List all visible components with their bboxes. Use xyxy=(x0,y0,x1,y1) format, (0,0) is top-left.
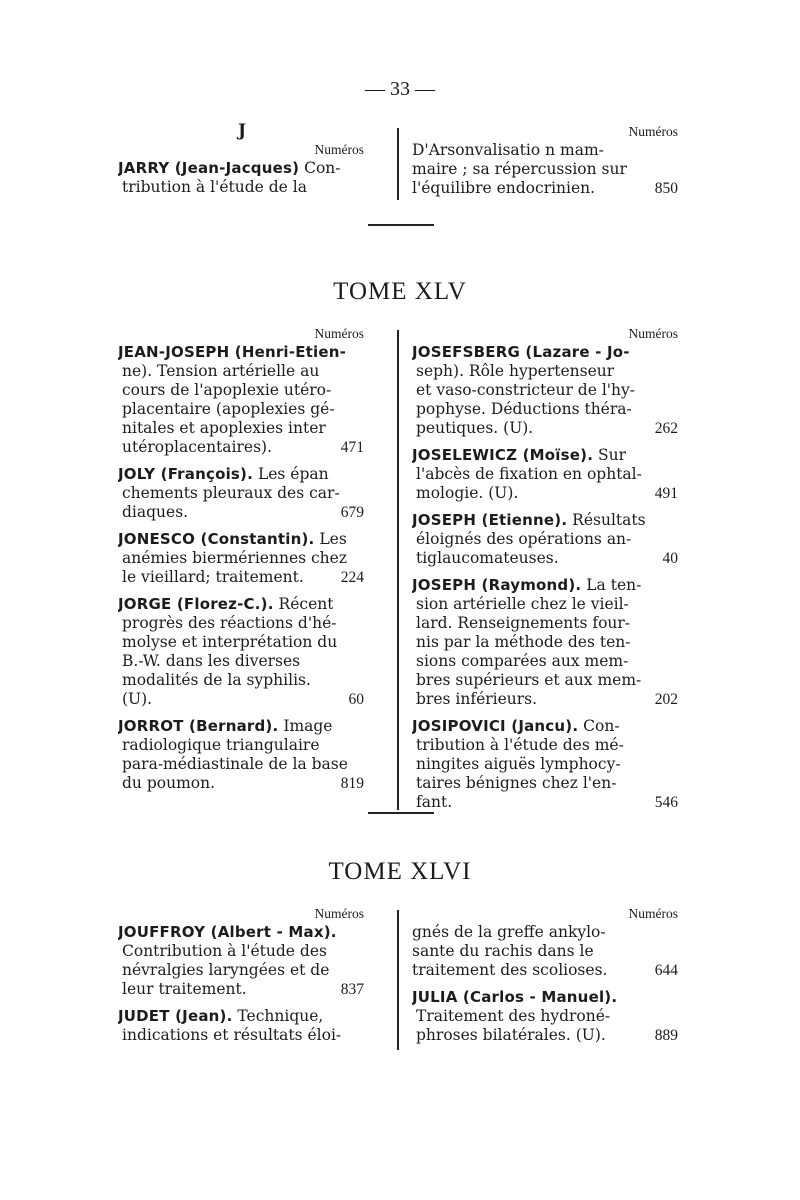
entry-text: gnés de la greffe ankylo- xyxy=(412,923,606,941)
entry-line xyxy=(118,961,364,980)
entry-number: 262 xyxy=(654,420,678,437)
entry-text: Traitement des hydroné- xyxy=(416,1007,611,1025)
tome46-left-column xyxy=(118,904,364,1053)
entry-name: JOUFFROY (Albert - Max). xyxy=(118,923,337,941)
entry-text: Con- xyxy=(583,717,620,735)
entry-text: D'Arsonvalisatio n mam- xyxy=(412,141,604,159)
entry-line xyxy=(412,530,678,549)
entry-line xyxy=(118,484,364,503)
index-entry xyxy=(118,159,364,197)
entry-text: l'équilibre endocrinien. xyxy=(412,179,596,197)
entry-text: Sur xyxy=(598,446,627,464)
entry-number: 679 xyxy=(340,504,364,521)
entry-text: taires bénignes chez l'en- xyxy=(416,774,617,792)
entry-first-line xyxy=(118,595,364,614)
entry-text: leur traitement. xyxy=(122,980,247,998)
entry-text: traitement des scolioses. xyxy=(412,961,608,979)
entry-name: JONESCO (Constantin). xyxy=(118,530,315,548)
entry-line xyxy=(412,923,678,942)
entry-line xyxy=(118,614,364,633)
tome45-right-column xyxy=(412,324,678,820)
entry-first-line xyxy=(118,530,364,549)
entry-text: B.-W. dans les diverses xyxy=(122,652,301,670)
entry-text: Récent xyxy=(278,595,334,613)
entry-text: Contribution à l'étude des xyxy=(122,942,327,960)
index-entry xyxy=(412,511,678,568)
entry-text: Les xyxy=(319,530,347,548)
top-left-column: J Numéros JARRY (Jean-Jacques) Con- tribution à l'étude de la xyxy=(118,121,364,196)
numeros-header: Numéros xyxy=(628,124,678,139)
entry-name: JOSEPH (Etienne). xyxy=(412,511,568,529)
entry-number: 644 xyxy=(654,962,678,979)
entry-line xyxy=(412,671,678,690)
entry-line xyxy=(118,438,364,457)
entry-text: sante du rachis dans le xyxy=(412,942,594,960)
entry-line xyxy=(118,755,364,774)
entry-number: 224 xyxy=(340,569,364,586)
entry-line xyxy=(412,793,678,812)
entry-line xyxy=(412,736,678,755)
entry-text: anémies biermériennes chez xyxy=(122,549,347,567)
entry-text: utéroplacentaires). xyxy=(122,438,273,456)
entry-first-line xyxy=(118,923,364,942)
entry-line xyxy=(118,503,364,522)
entry-text: sions comparées aux mem- xyxy=(416,652,629,670)
entry-line xyxy=(118,671,364,690)
entry-first-line xyxy=(412,343,678,362)
entry-line xyxy=(412,484,678,503)
entry-line xyxy=(118,400,364,419)
entry-line xyxy=(412,1026,678,1045)
column-divider xyxy=(397,330,399,810)
entry-line xyxy=(118,942,364,961)
entry-text: ningites aiguës lymphocy- xyxy=(416,755,621,773)
entry-text: le vieillard; traitement. xyxy=(122,568,304,586)
entry-number: 491 xyxy=(654,485,678,502)
entry-text: placentaire (apoplexies gé- xyxy=(122,400,335,418)
entry-number: 546 xyxy=(654,794,678,811)
tome-title: TOME XLVI xyxy=(328,858,472,885)
entry-line xyxy=(118,652,364,671)
entry-first-line xyxy=(118,717,364,736)
entry-text: mologie. (U). xyxy=(416,484,519,502)
entry-name: JUDET (Jean). xyxy=(118,1007,233,1025)
entry-line xyxy=(412,690,678,709)
entry-line xyxy=(412,652,678,671)
entry-number: 889 xyxy=(654,1027,678,1044)
entry-text: tiglaucomateuses. xyxy=(416,549,559,567)
entry-first-line xyxy=(412,511,678,530)
entry-name: JOSIPOVICI (Jancu). xyxy=(412,717,579,735)
entry-line xyxy=(118,736,364,755)
entry-line xyxy=(118,1026,364,1045)
entry-text: éloignés des opérations an- xyxy=(416,530,632,548)
entry-line xyxy=(118,362,364,381)
entry-number: 837 xyxy=(340,981,364,998)
entry-text: névralgies laryngées et de xyxy=(122,961,330,979)
entry-name: JOSEPH (Raymond). xyxy=(412,576,582,594)
entry-line xyxy=(412,400,678,419)
entry-line xyxy=(412,381,678,400)
entry-text: Résultats xyxy=(572,511,646,529)
entry-text: radiologique triangulaire xyxy=(122,736,320,754)
column-divider xyxy=(397,910,399,1050)
entry-text: ne). Tension artérielle au xyxy=(122,362,320,380)
entry-text: diaques. xyxy=(122,503,189,521)
index-entry xyxy=(118,595,364,709)
entry-line xyxy=(118,568,364,587)
index-entry xyxy=(118,923,364,999)
entry-line xyxy=(412,774,678,793)
entry-first-line xyxy=(412,446,678,465)
tome46-right-column xyxy=(412,904,678,1053)
index-entry xyxy=(118,1007,364,1045)
page-number: — 33 — xyxy=(365,78,435,100)
numeros-header: Numéros xyxy=(314,142,364,157)
entry-first-line xyxy=(118,1007,364,1026)
numeros-header: Numéros xyxy=(314,326,364,341)
entry-line xyxy=(118,690,364,709)
entry-text: fant. xyxy=(416,793,453,811)
numeros-header: Numéros xyxy=(628,326,678,341)
entry-line xyxy=(118,549,364,568)
entry-text: para-médiastinale de la base xyxy=(122,755,348,773)
entry-line xyxy=(412,942,678,961)
index-entry xyxy=(412,988,678,1045)
entry-text: lard. Renseignements four- xyxy=(416,614,631,632)
entry-first-line xyxy=(412,576,678,595)
index-entry xyxy=(412,343,678,438)
entry-name: JOSELEWICZ (Moïse). xyxy=(412,446,594,464)
entry-line xyxy=(412,549,678,568)
entry-first-line xyxy=(118,343,364,362)
index-entry xyxy=(412,717,678,812)
entry-text: molyse et interprétation du xyxy=(122,633,338,651)
entry-line xyxy=(412,633,678,652)
entry-line xyxy=(118,633,364,652)
entry-number: 60 xyxy=(348,691,364,708)
entry-text: phroses bilatérales. (U). xyxy=(416,1026,606,1044)
entry-text: tribution à l'étude de la xyxy=(122,178,307,196)
entry-text: nis par la méthode des ten- xyxy=(416,633,631,651)
entry-text: modalités de la syphilis. xyxy=(122,671,311,689)
entry-text: indications et résultats éloi- xyxy=(122,1026,342,1044)
entry-line xyxy=(118,381,364,400)
entry-text: chements pleuraux des car- xyxy=(122,484,340,502)
entry-text: du poumon. xyxy=(122,774,216,792)
entry-text: progrès des réactions d'hé- xyxy=(122,614,337,632)
entry-text: seph). Rôle hypertenseur xyxy=(416,362,615,380)
numeros-header: Numéros xyxy=(628,906,678,921)
entry-number: 471 xyxy=(340,439,364,456)
entry-line xyxy=(412,595,678,614)
index-entry xyxy=(118,530,364,587)
index-entry xyxy=(118,717,364,793)
entry-number: 850 xyxy=(654,180,678,197)
entry-line xyxy=(412,614,678,633)
entry-text: bres inférieurs. xyxy=(416,690,538,708)
index-entry xyxy=(412,141,678,198)
entry-text: tribution à l'étude des mé- xyxy=(416,736,624,754)
index-entry xyxy=(412,923,678,980)
entry-line xyxy=(412,419,678,438)
entry-name: JOLY (François). xyxy=(118,465,253,483)
entry-line xyxy=(412,362,678,381)
entry-text: bres supérieurs et aux mem- xyxy=(416,671,642,689)
entry-text: Con- xyxy=(304,159,341,177)
index-entry xyxy=(412,576,678,709)
entry-name: JULIA (Carlos - Manuel). xyxy=(412,988,618,1006)
entry-line xyxy=(412,961,678,980)
section-rule xyxy=(368,224,434,226)
numeros-header: Numéros xyxy=(314,906,364,921)
entry-text: Technique, xyxy=(237,1007,324,1025)
entry-line xyxy=(118,419,364,438)
entry-text: l'abcès de fixation en ophtal- xyxy=(416,465,642,483)
entry-name: JORROT (Bernard). xyxy=(118,717,279,735)
entry-text: Image xyxy=(283,717,333,735)
entry-first-line xyxy=(412,717,678,736)
top-right-column xyxy=(412,122,678,206)
section-rule xyxy=(368,812,434,814)
entry-text: La ten- xyxy=(586,576,642,594)
entry-line xyxy=(412,755,678,774)
entry-number: 202 xyxy=(654,691,678,708)
entry-name: JARRY (Jean-Jacques) xyxy=(118,159,300,177)
entry-text: maire ; sa répercussion sur xyxy=(412,160,627,178)
entry-text: nitales et apoplexies inter xyxy=(122,419,326,437)
entry-first-line xyxy=(412,988,678,1007)
entry-text: Les épan xyxy=(257,465,329,483)
entry-name: JOSEFSBERG (Lazare - Jo- xyxy=(412,343,630,361)
entry-text: (U). xyxy=(122,690,153,708)
tome-title: TOME XLV xyxy=(333,278,467,305)
entry-text: et vaso-constricteur de l'hy- xyxy=(416,381,636,399)
index-entry xyxy=(412,446,678,503)
column-divider xyxy=(397,128,399,200)
entry-line xyxy=(118,774,364,793)
index-entry xyxy=(118,343,364,457)
entry-number: 819 xyxy=(340,775,364,792)
entry-first-line xyxy=(118,465,364,484)
entry-line xyxy=(118,980,364,999)
tome45-left-column xyxy=(118,324,364,801)
entry-text: cours de l'apoplexie utéro- xyxy=(122,381,332,399)
entry-number: 40 xyxy=(662,550,678,567)
entry-text: pophyse. Déductions théra- xyxy=(416,400,632,418)
entry-name: JORGE (Florez-C.). xyxy=(118,595,274,613)
entry-line xyxy=(412,465,678,484)
entry-text: peutiques. (U). xyxy=(416,419,534,437)
entry-name: JEAN-JOSEPH (Henri-Etien- xyxy=(118,343,347,361)
entry-text: sion artérielle chez le vieil- xyxy=(416,595,629,613)
entry-line xyxy=(412,1007,678,1026)
index-entry xyxy=(118,465,364,522)
